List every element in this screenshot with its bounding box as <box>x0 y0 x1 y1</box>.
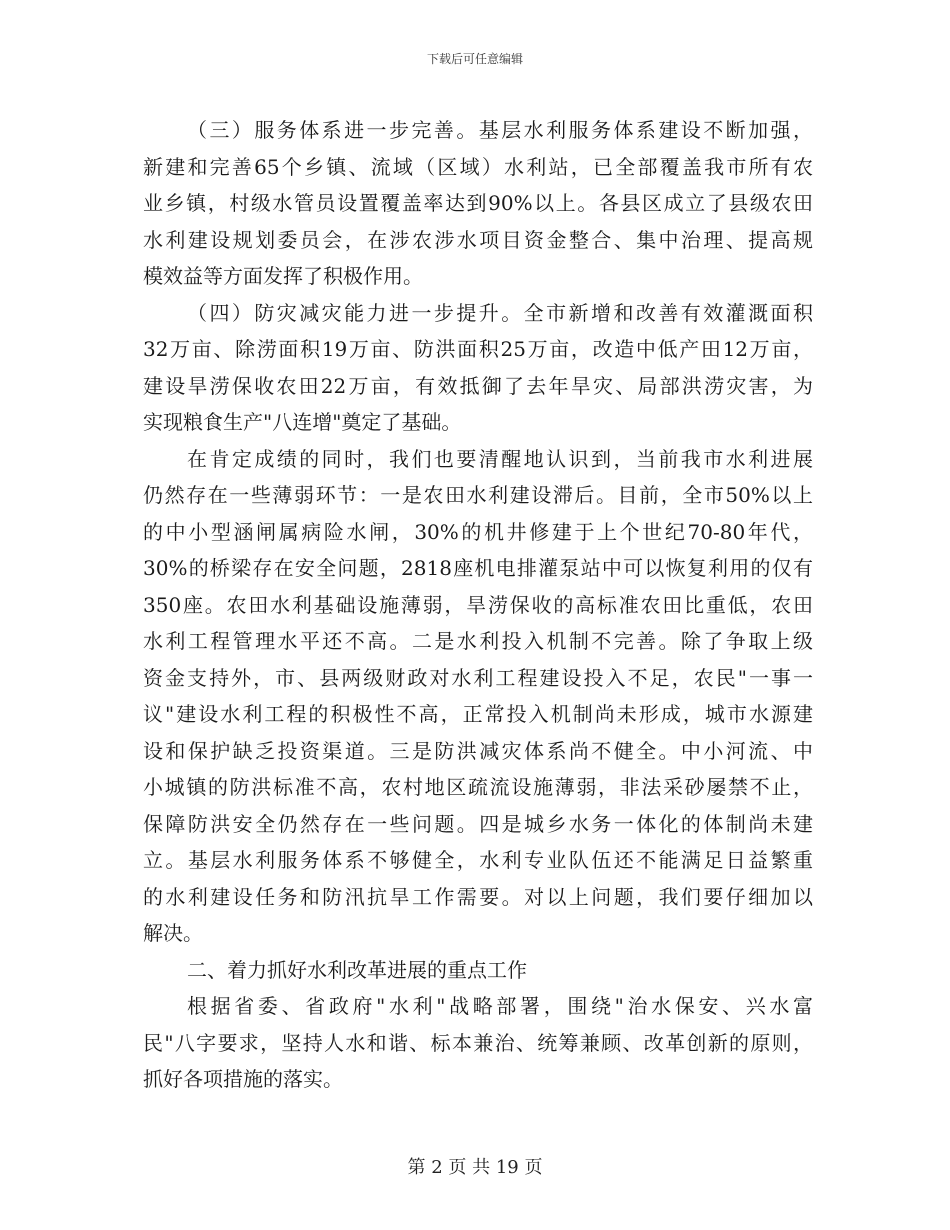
text-line: 议"建设水利工程的积极性不高，正常投入机制尚未形成，城市水源建 <box>143 702 813 726</box>
text-line: 二、着力抓好水利改革进展的重点工作 <box>187 957 527 982</box>
text-line: （三）服务体系进一步完善。基层水利服务体系建设不断加强， <box>187 118 813 142</box>
text-line: 水利工程管理水平还不高。二是水利投入机制不完善。除了争取上级 <box>143 629 813 653</box>
text-line: 资金支持外，市、县两级财政对水利工程建设投入不足，农民"一事一 <box>143 665 813 690</box>
text-line: 在肯定成绩的同时，我们也要清醒地认识到，当前我市水利进展 <box>187 446 813 471</box>
text-line: 抓好各项措施的落实。 <box>143 1067 343 1091</box>
text-line: 新建和完善65个乡镇、流域（区域）水利站，已全部覆盖我市所有农 <box>143 154 813 179</box>
text-line: 32万亩、除涝面积19万亩、防洪面积25万亩，改造中低产田12万亩， <box>143 337 813 361</box>
text-line: 民"八字要求，坚持人水和谐、标本兼治、统筹兼顾、改革创新的原则， <box>143 1030 813 1055</box>
text-line: 设和保护缺乏投资渠道。三是防洪减灾体系尚不健全。中小河流、中 <box>143 738 813 763</box>
page-footer: 第 2 页 共 19 页 <box>407 1157 543 1178</box>
paragraph <box>143 295 813 441</box>
text-line: 小城镇的防洪标准不高，农村地区疏流设施薄弱，非法采砂屡禁不止， <box>143 775 813 799</box>
text-line: 350座。农田水利基础设施薄弱，旱涝保收的高标准农田比重低，农田 <box>143 592 813 617</box>
paragraph <box>143 988 813 1098</box>
paragraph <box>143 112 813 295</box>
text-line: 的中小型涵闸属病险水闸，30%的机井修建于上个世纪70-80年代， <box>143 519 813 544</box>
paragraph <box>143 952 813 989</box>
paragraph <box>143 441 813 952</box>
text-line: 建设旱涝保收农田22万亩，有效抵御了去年旱灾、局部洪涝灾害，为 <box>143 373 813 398</box>
text-line: 立。基层水利服务体系不够健全，水利专业队伍还不能满足日益繁重 <box>143 848 813 872</box>
text-line: （四）防灾减灾能力进一步提升。全市新增和改善有效灌溉面积 <box>187 300 813 325</box>
text-line: 的水利建设任务和防汛抗旱工作需要。对以上问题，我们要仔细加以 <box>143 884 813 909</box>
text-line: 30%的桥梁存在安全问题，2818座机电排灌泵站中可以恢复利用的仅有 <box>143 556 813 580</box>
document-body <box>143 112 813 1098</box>
text-line: 仍然存在一些薄弱环节：一是农田水利建设滞后。目前，全市50%以上 <box>143 483 813 507</box>
text-line: 保障防洪安全仍然存在一些问题。四是城乡水务一体化的体制尚未建 <box>143 811 813 836</box>
page-header: 下载后可任意编辑 <box>426 52 523 66</box>
text-line: 解决。 <box>143 921 203 945</box>
text-line: 根据省委、省政府"水利"战略部署，围绕"治水保安、兴水富 <box>187 994 813 1018</box>
text-line: 模效益等方面发挥了积极作用。 <box>143 264 423 288</box>
text-line: 实现粮食生产"八连增"奠定了基础。 <box>143 410 462 434</box>
text-line: 业乡镇，村级水管员设置覆盖率达到90%以上。各县区成立了县级农田 <box>143 191 813 215</box>
text-line: 水利建设规划委员会，在涉农涉水项目资金整合、集中治理、提高规 <box>143 227 813 252</box>
